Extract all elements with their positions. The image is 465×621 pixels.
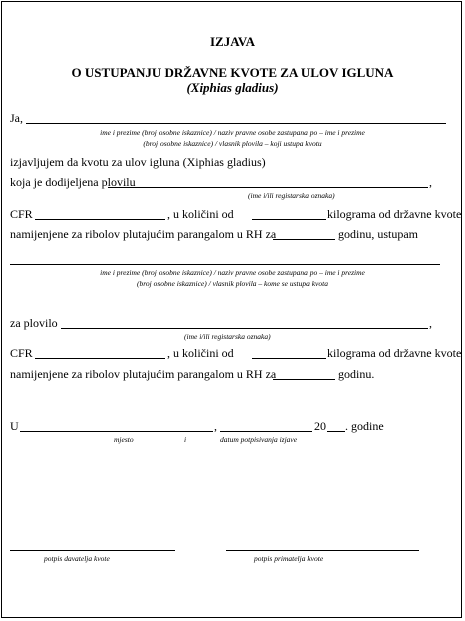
declare-text: izjavljujem da kvotu za ulov igluna (Xiphias gladius)	[10, 155, 266, 169]
receiver-cfr-field[interactable]	[35, 358, 165, 359]
date-note: datum potpisivanja izjave	[220, 435, 298, 444]
purpose-label-2: namijenjene za ribolov plutajućim parangalom u RH za	[10, 367, 277, 381]
quota-label-2: kilograma od državne kvote	[327, 346, 462, 360]
vessel-comma: ,	[429, 175, 432, 189]
receiver-signature-label: potpis primatelja kvote	[254, 554, 324, 563]
quantity-label-2: , u količini od	[167, 346, 234, 360]
cfr-label-2: CFR	[10, 346, 33, 360]
quota-label: kilograma od državne kvote	[327, 207, 462, 221]
za-plovilo-label: za plovilo	[10, 316, 58, 330]
date-field[interactable]	[220, 431, 312, 432]
purpose-end-2: godinu.	[338, 367, 375, 381]
purpose-label: namijenjene za ribolov plutajućim parangalom u RH za	[10, 227, 277, 241]
receiver-year-field[interactable]	[273, 379, 335, 380]
giver-vessel-field[interactable]	[108, 187, 428, 188]
giver-name-field[interactable]	[26, 123, 446, 124]
quantity-label: , u količini od	[167, 207, 234, 221]
receiver-note-line2: (broj osobne iskaznice) / vlasnik plovila – kome se ustupa kvota	[137, 279, 328, 288]
vessel-note: (ime i/ili registarska oznaka)	[248, 191, 335, 200]
vessel-label: koja je dodijeljena plovilu	[10, 175, 136, 189]
year-suffix-field[interactable]	[327, 431, 345, 432]
u-label: U	[10, 419, 19, 433]
giver-signature-label: potpis davatelja kvote	[44, 554, 110, 563]
receiver-vessel-field[interactable]	[61, 328, 428, 329]
purpose-end: godinu, ustupam	[338, 227, 418, 241]
receiver-quantity-field[interactable]	[252, 358, 326, 359]
giver-year-field[interactable]	[273, 239, 335, 240]
and-note: i	[184, 435, 187, 444]
giver-note-line2: (broj osobne iskaznice) / vlasnik plovila – koji ustupa kvotu	[143, 139, 322, 148]
vessel-comma-2: ,	[429, 316, 432, 330]
document-title: IZJAVA	[209, 34, 256, 49]
cfr-label: CFR	[10, 207, 33, 221]
giver-note-line1: ime i prezime (broj osobne iskaznice) / naziv pravne osobe zastupana po – ime i prezime	[100, 128, 365, 137]
species-name: (Xiphias gladius)	[186, 80, 279, 95]
giver-signature-field[interactable]	[10, 550, 175, 551]
receiver-signature-field[interactable]	[226, 550, 419, 551]
vessel-note-2: (ime i/ili registarska oznaka)	[184, 332, 271, 341]
receiver-name-field[interactable]	[10, 264, 440, 265]
year-prefix: 20	[314, 419, 326, 433]
place-note: mjesto	[114, 435, 134, 444]
giver-quantity-field[interactable]	[252, 219, 326, 220]
receiver-note-line1: ime i prezime (broj osobne iskaznice) / naziv pravne osobe zastupana po – ime i prezime	[100, 268, 365, 277]
place-field[interactable]	[20, 431, 213, 432]
place-comma: ,	[214, 419, 217, 433]
year-suffix: . godine	[345, 419, 384, 433]
document-subtitle: O USTUPANJU DRŽAVNE KVOTE ZA ULOV IGLUNA	[71, 65, 394, 80]
giver-cfr-field[interactable]	[35, 219, 165, 220]
ja-label: Ja,	[10, 111, 23, 125]
